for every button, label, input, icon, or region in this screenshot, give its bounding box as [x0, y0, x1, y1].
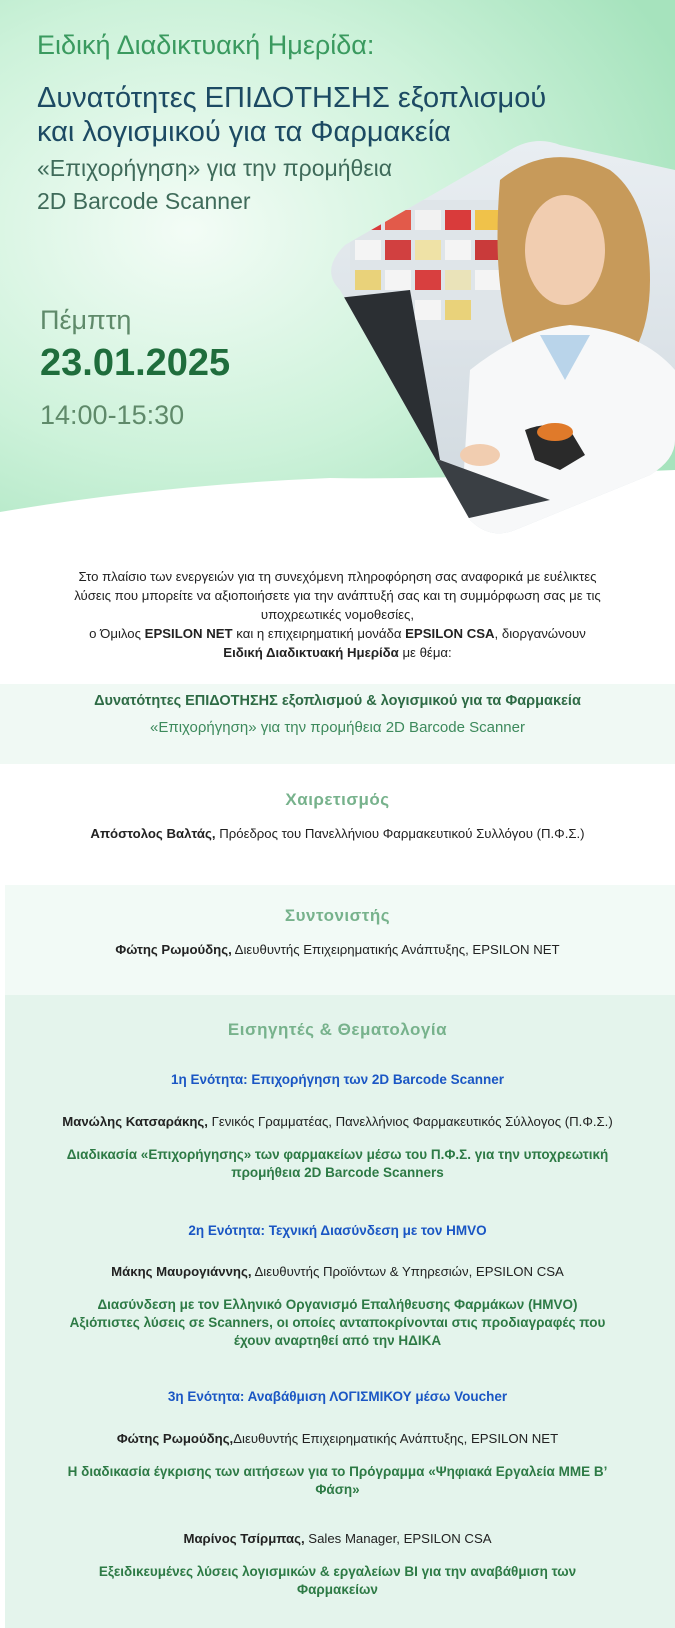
org-epsilon-csa: EPSILON CSA [405, 626, 495, 641]
topic-subtitle: «Επιχορήγηση» για την προμήθεια 2D Barcode Scanner [150, 719, 525, 736]
intro-line: υποχρεωτικές νομοθεσίες, [260, 607, 415, 622]
welcome-heading: Χαιρετισμός [285, 790, 390, 809]
welcome-speaker [20, 826, 655, 841]
event-kicker: Ειδική Διαδικτυακή Ημερίδα: [37, 30, 375, 60]
event-subtitle-line1: «Επιχορήγηση» για την προμήθεια [37, 155, 392, 181]
speaker-name: Φώτης Ρωμούδης, [115, 942, 232, 957]
event-title-line1: Δυνατότητες ΕΠΙΔΟΤΗΣΗΣ εξοπλισμού [37, 82, 547, 114]
unit-2-topic [40, 1296, 635, 1350]
topic-line: Εξειδικευμένες λύσεις λογισμικών & εργαλείων BI για την αναβάθμιση των [98, 1564, 577, 1579]
speaker-role: Πρόεδρος του Πανελλήνιου Φαρμακευτικού Συλλόγου (Π.Φ.Σ.) [215, 826, 585, 841]
intro-text: και η επιχειρηματική μονάδα [232, 626, 406, 641]
unit-3-topic [40, 1463, 635, 1499]
speakers-heading: Εισηγητές & Θεματολογία [227, 1020, 448, 1039]
coordinator-speaker [20, 942, 655, 957]
speaker-name: Μαρίνος Τσίρμπας, [183, 1531, 305, 1546]
topic-line: προμήθεια 2D Barcode Scanners [231, 1165, 444, 1180]
coordinator-heading: Συντονιστής [284, 906, 391, 925]
topic-title: Δυνατότητες ΕΠΙΔΟΤΗΣΗΣ εξοπλισμού & λογισμικού για τα Φαρμακεία [94, 693, 581, 709]
speaker-name: Απόστολος Βαλτάς, [90, 826, 216, 841]
intro-text: , διοργανώνουν [494, 626, 586, 641]
topic-line: Διαδικασία «Επιχορήγησης» των φαρμακείων μέσω του Π.Φ.Σ. για την υποχρεωτική [66, 1147, 609, 1162]
speaker-name: Μανώλης Κατσαράκης, [62, 1114, 208, 1129]
topic-line: Διασύνδεση με τον Ελληνικό Οργανισμό Επαλήθευσης Φαρμάκων (HMVO) [97, 1297, 578, 1312]
event-type: Ειδική Διαδικτυακή Ημερίδα [223, 645, 399, 660]
speaker-role: Διευθυντής Επιχειρηματικής Ανάπτυξης, EPSILON NET [231, 942, 560, 957]
coordinator-band [5, 885, 675, 995]
intro-text: με θέμα: [398, 645, 452, 660]
speaker-name: Μάκης Μαυρογιάννης, [111, 1264, 252, 1279]
intro-line: Στο πλαίσιο των ενεργειών για τη συνεχόμενη πληροφόρηση σας αναφορικά με ευέλικτες [78, 569, 597, 584]
pharmacist-laptop-photo [320, 140, 675, 535]
topic-line: Αξιόπιστες λύσεις σε Scanners, οι οποίες ανταποκρίνονται στις προδιαγραφές που [69, 1315, 606, 1330]
unit-3-speaker [20, 1431, 655, 1446]
intro-line [30, 643, 645, 662]
unit-1-title: 1η Ενότητα: Επιχορήγηση των 2D Barcode Scanner [171, 1072, 504, 1087]
unit-1-speaker [20, 1114, 655, 1129]
topic-line: Φάση» [315, 1482, 360, 1497]
event-title-line2: και λογισμικού για τα Φαρμακεία [37, 116, 451, 148]
speaker-role: Γενικός Γραμματέας, Πανελλήνιος Φαρμακευτικός Σύλλογος (Π.Φ.Σ.) [207, 1114, 613, 1129]
speaker-role: Διευθυντής Προϊόντων & Υπηρεσιών, EPSILON CSA [251, 1264, 564, 1279]
intro-text: ο Όμιλος [89, 626, 145, 641]
topic-line: έχουν αναρτηθεί από την ΗΔΙΚΑ [233, 1333, 442, 1348]
org-epsilon-net: EPSILON NET [144, 626, 233, 641]
topic-line: Φαρμακείων [297, 1582, 378, 1597]
topic-line: Η διαδικασία έγκρισης των αιτήσεων για το Πρόγραμμα «Ψηφιακά Εργαλεία ΜΜΕ Β’ [67, 1464, 608, 1479]
intro-line: λύσεις που μπορείτε να αξιοποιήσετε για την ανάπτυξή σας και τη συμμόρφωση σας με τις [74, 588, 601, 603]
unit-2-title: 2η Ενότητα: Τεχνική Διασύνδεση με τον HMVO [188, 1223, 487, 1238]
speaker-role: Διευθυντής Επιχειρηματικής Ανάπτυξης, EPSILON NET [233, 1431, 559, 1446]
speaker-role: Sales Manager, EPSILON CSA [304, 1531, 492, 1546]
extra-speaker [20, 1531, 655, 1546]
intro-paragraph [30, 567, 645, 662]
extra-topic [40, 1563, 635, 1599]
unit-3-title: 3η Ενότητα: Αναβάθμιση ΛΟΓΙΣΜΙΚΟΥ μέσω Voucher [167, 1389, 508, 1404]
speaker-name: Φώτης Ρωμούδης, [116, 1431, 234, 1446]
event-date: 23.01.2025 [40, 342, 231, 384]
hero-banner [0, 0, 675, 535]
event-subtitle-line2: 2D Barcode Scanner [37, 188, 251, 214]
intro-line [30, 624, 645, 643]
event-time: 14:00-15:30 [40, 400, 185, 430]
unit-2-speaker [20, 1264, 655, 1279]
event-day: Πέμπτη [40, 305, 132, 335]
unit-1-topic [40, 1146, 635, 1182]
